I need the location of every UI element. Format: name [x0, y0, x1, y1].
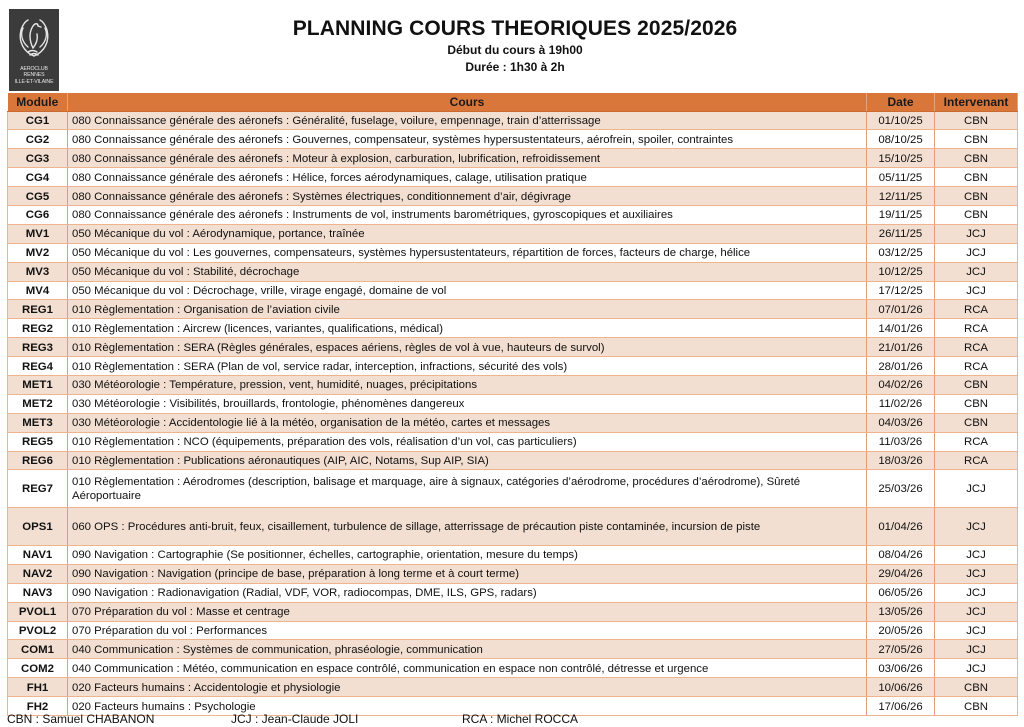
intervenant-cell: CBN: [935, 205, 1018, 224]
cours-cell: 010 Règlementation : Organisation de l’aviation civile: [68, 300, 867, 319]
module-cell: CG5: [8, 187, 68, 206]
module-cell: REG6: [8, 451, 68, 470]
date-cell: 12/11/25: [867, 187, 935, 206]
page-title: PLANNING COURS THEORIQUES 2025/2026: [292, 17, 738, 40]
cours-cell: 050 Mécanique du vol : Décrochage, vrille, virage engagé, domaine de vol: [68, 281, 867, 300]
table-row: [8, 451, 1018, 470]
cours-cell: 010 Règlementation : NCO (équipements, préparation des vols, réalisation d’un vol, cas particuliers): [68, 432, 867, 451]
date-cell: 27/05/26: [867, 640, 935, 659]
table-row: [8, 357, 1018, 376]
intervenant-cell: JCJ: [935, 659, 1018, 678]
module-cell: NAV1: [8, 546, 68, 565]
module-cell: CG2: [8, 130, 68, 149]
module-cell: MV3: [8, 262, 68, 281]
module-cell: REG7: [8, 470, 68, 508]
table-row: [8, 470, 1018, 508]
cours-cell: 070 Préparation du vol : Masse et centrage: [68, 602, 867, 621]
cours-cell: 080 Connaissance générale des aéronefs : Systèmes électriques, conditionnement d’air, dégivrage: [68, 187, 867, 206]
module-cell: MET2: [8, 394, 68, 413]
module-cell: PVOL1: [8, 602, 68, 621]
table-row: [8, 602, 1018, 621]
date-cell: 03/12/25: [867, 243, 935, 262]
cours-cell: 040 Communication : Météo, communication en espace contrôlé, communication en espace non contrôlé, détresse et urgence: [68, 659, 867, 678]
intervenant-cell: CBN: [935, 375, 1018, 394]
column-header-cours: Cours: [68, 93, 867, 111]
date-cell: 06/05/26: [867, 583, 935, 602]
table-row: [8, 149, 1018, 168]
table-row: [8, 508, 1018, 546]
date-cell: 01/04/26: [867, 508, 935, 546]
cours-cell: 030 Météorologie : Accidentologie lié à la météo, organisation de la météo, cartes et messages: [68, 413, 867, 432]
module-cell: REG4: [8, 357, 68, 376]
legend-item-cbn: CBN : Samuel CHABANON: [7, 712, 155, 726]
intervenant-cell: JCJ: [935, 281, 1018, 300]
cours-cell: 080 Connaissance générale des aéronefs : Hélice, forces aérodynamiques, calage, utilisation pratique: [68, 168, 867, 187]
module-cell: CG6: [8, 205, 68, 224]
module-cell: CG4: [8, 168, 68, 187]
intervenant-cell: JCJ: [935, 546, 1018, 565]
cours-cell: 050 Mécanique du vol : Stabilité, décrochage: [68, 262, 867, 281]
table-row: [8, 413, 1018, 432]
intervenant-cell: CBN: [935, 697, 1018, 716]
date-cell: 19/11/25: [867, 205, 935, 224]
module-cell: NAV3: [8, 583, 68, 602]
logo-line: RENNES: [23, 72, 45, 79]
module-cell: PVOL2: [8, 621, 68, 640]
date-cell: 26/11/25: [867, 224, 935, 243]
intervenant-cell: CBN: [935, 111, 1018, 130]
date-cell: 20/05/26: [867, 621, 935, 640]
intervenant-cell: CBN: [935, 394, 1018, 413]
table-row: [8, 432, 1018, 451]
intervenant-cell: RCA: [935, 300, 1018, 319]
date-cell: 21/01/26: [867, 338, 935, 357]
date-cell: 14/01/26: [867, 319, 935, 338]
intervenant-cell: JCJ: [935, 564, 1018, 583]
module-cell: REG3: [8, 338, 68, 357]
cours-cell: 030 Météorologie : Visibilités, brouillards, frontologie, phénomènes dangereux: [68, 394, 867, 413]
module-cell: MET3: [8, 413, 68, 432]
module-cell: COM1: [8, 640, 68, 659]
table-row: [8, 187, 1018, 206]
logo-text: [15, 66, 54, 85]
module-cell: MET1: [8, 375, 68, 394]
date-cell: 25/03/26: [867, 470, 935, 508]
date-cell: 18/03/26: [867, 451, 935, 470]
date-cell: 07/01/26: [867, 300, 935, 319]
intervenant-cell: RCA: [935, 451, 1018, 470]
cours-cell: 080 Connaissance générale des aéronefs : Gouvernes, compensateur, systèmes hypersustentateurs, aérofrein, spoiler, contraintes: [68, 130, 867, 149]
table-row: [8, 564, 1018, 583]
intervenant-cell: RCA: [935, 319, 1018, 338]
intervenant-cell: CBN: [935, 149, 1018, 168]
intervenant-cell: RCA: [935, 432, 1018, 451]
logo-line: ILLE-ET-VILAINE: [14, 78, 54, 85]
intervenant-cell: RCA: [935, 357, 1018, 376]
column-header-date: Date: [867, 93, 935, 111]
table-row: [8, 678, 1018, 697]
date-cell: 10/06/26: [867, 678, 935, 697]
module-cell: CG3: [8, 149, 68, 168]
table-row: [8, 224, 1018, 243]
module-cell: COM2: [8, 659, 68, 678]
intervenant-cell: CBN: [935, 130, 1018, 149]
date-cell: 29/04/26: [867, 564, 935, 583]
intervenant-cell: JCJ: [935, 602, 1018, 621]
cours-cell: 060 OPS : Procédures anti-bruit, feux, cisaillement, turbulence de sillage, atterrissage de précaution piste contaminée, incursion de piste: [68, 508, 867, 546]
date-cell: 13/05/26: [867, 602, 935, 621]
cours-cell: 010 Règlementation : Aircrew (licences, variantes, qualifications, médical): [68, 319, 867, 338]
table-row: [8, 659, 1018, 678]
intervenant-cell: CBN: [935, 413, 1018, 432]
intervenant-cell: CBN: [935, 168, 1018, 187]
cours-cell: 010 Règlementation : SERA (Règles générales, espaces aériens, règles de vol à vue, hauteurs de survol): [68, 338, 867, 357]
module-cell: MV4: [8, 281, 68, 300]
date-cell: 04/02/26: [867, 375, 935, 394]
cours-cell: 040 Communication : Systèmes de communication, phraséologie, communication: [68, 640, 867, 659]
phoenix-bird-icon: [14, 14, 54, 60]
intervenant-cell: JCJ: [935, 243, 1018, 262]
intervenant-cell: JCJ: [935, 621, 1018, 640]
table-header-row: [8, 93, 1018, 111]
intervenant-cell: RCA: [935, 338, 1018, 357]
table-row: [8, 281, 1018, 300]
cours-cell: 050 Mécanique du vol : Aérodynamique, portance, traînée: [68, 224, 867, 243]
cours-cell: 080 Connaissance générale des aéronefs : Moteur à explosion, carburation, lubrification, refroidissement: [68, 149, 867, 168]
table-body: [8, 111, 1018, 716]
intervenant-cell: JCJ: [935, 224, 1018, 243]
intervenant-cell: CBN: [935, 678, 1018, 697]
aeroclub-logo: [9, 9, 59, 91]
module-cell: REG5: [8, 432, 68, 451]
table-row: [8, 262, 1018, 281]
start-time-subtitle: Début du cours à 19h00: [447, 43, 583, 57]
date-cell: 17/06/26: [867, 697, 935, 716]
module-cell: NAV2: [8, 564, 68, 583]
table-row: [8, 130, 1018, 149]
cours-cell: 010 Règlementation : SERA (Plan de vol, service radar, interception, infractions, sécurité des vols): [68, 357, 867, 376]
instructor-legend: [7, 711, 1017, 727]
date-cell: 04/03/26: [867, 413, 935, 432]
cours-cell: 090 Navigation : Radionavigation (Radial, VDF, VOR, radiocompas, DME, ILS, GPS, radars): [68, 583, 867, 602]
date-cell: 08/04/26: [867, 546, 935, 565]
cours-cell: 010 Règlementation : Aérodromes (description, balisage et marquage, aire à signaux, catégories d’aérodrome, procédures d’aérodrome), Sûreté Aéroportuaire: [68, 470, 867, 508]
duration-subtitle: Durée : 1h30 à 2h: [465, 60, 565, 74]
table-row: [8, 583, 1018, 602]
cours-cell: 010 Règlementation : Publications aéronautiques (AIP, AIC, Notams, Sup AIP, SIA): [68, 451, 867, 470]
date-cell: 11/03/26: [867, 432, 935, 451]
date-cell: 05/11/25: [867, 168, 935, 187]
intervenant-cell: JCJ: [935, 508, 1018, 546]
table-row: [8, 205, 1018, 224]
cours-cell: 080 Connaissance générale des aéronefs : Instruments de vol, instruments barométriques, gyroscopiques et auxiliaires: [68, 205, 867, 224]
date-cell: 10/12/25: [867, 262, 935, 281]
table-row: [8, 243, 1018, 262]
table-row: [8, 300, 1018, 319]
table-row: [8, 168, 1018, 187]
table-row: [8, 640, 1018, 659]
date-cell: 03/06/26: [867, 659, 935, 678]
module-cell: CG1: [8, 111, 68, 130]
table-row: [8, 394, 1018, 413]
title-block: [110, 16, 920, 76]
intervenant-cell: CBN: [935, 187, 1018, 206]
module-cell: FH2: [8, 697, 68, 716]
intervenant-cell: JCJ: [935, 262, 1018, 281]
date-cell: 15/10/25: [867, 149, 935, 168]
module-cell: REG2: [8, 319, 68, 338]
cours-cell: 050 Mécanique du vol : Les gouvernes, compensateurs, systèmes hypersustentateurs, répartition de forces, facteurs de charge, hélice: [68, 243, 867, 262]
cours-cell: 030 Météorologie : Température, pression, vent, humidité, nuages, précipitations: [68, 375, 867, 394]
cours-cell: 080 Connaissance générale des aéronefs : Généralité, fuselage, voilure, empennage, train d’atterrissage: [68, 111, 867, 130]
intervenant-cell: JCJ: [935, 470, 1018, 508]
cours-cell: 020 Facteurs humains : Psychologie: [68, 697, 867, 716]
cours-cell: 020 Facteurs humains : Accidentologie et physiologie: [68, 678, 867, 697]
module-cell: REG1: [8, 300, 68, 319]
column-header-module: Module: [8, 93, 68, 111]
intervenant-cell: JCJ: [935, 640, 1018, 659]
legend-item-rca: RCA : Michel ROCCA: [462, 712, 579, 726]
table-row: [8, 338, 1018, 357]
table-row: [8, 111, 1018, 130]
date-cell: 08/10/25: [867, 130, 935, 149]
module-cell: FH1: [8, 678, 68, 697]
cours-cell: 070 Préparation du vol : Performances: [68, 621, 867, 640]
table-row: [8, 546, 1018, 565]
column-header-intervenant: Intervenant: [935, 93, 1018, 111]
table-row: [8, 375, 1018, 394]
cours-cell: 090 Navigation : Cartographie (Se positionner, échelles, cartographie, orientation, mesure du temps): [68, 546, 867, 565]
intervenant-cell: JCJ: [935, 583, 1018, 602]
logo-line: AEROCLUB: [20, 66, 48, 72]
module-cell: OPS1: [8, 508, 68, 546]
table-row: [8, 319, 1018, 338]
cours-cell: 090 Navigation : Navigation (principe de base, préparation à long terme et à court terme): [68, 564, 867, 583]
planning-table: [7, 93, 1018, 716]
module-cell: MV1: [8, 224, 68, 243]
date-cell: 17/12/25: [867, 281, 935, 300]
date-cell: 11/02/26: [867, 394, 935, 413]
table-row: [8, 621, 1018, 640]
date-cell: 01/10/25: [867, 111, 935, 130]
legend-item-jcj: JCJ : Jean-Claude JOLI: [231, 712, 359, 726]
date-cell: 28/01/26: [867, 357, 935, 376]
module-cell: MV2: [8, 243, 68, 262]
